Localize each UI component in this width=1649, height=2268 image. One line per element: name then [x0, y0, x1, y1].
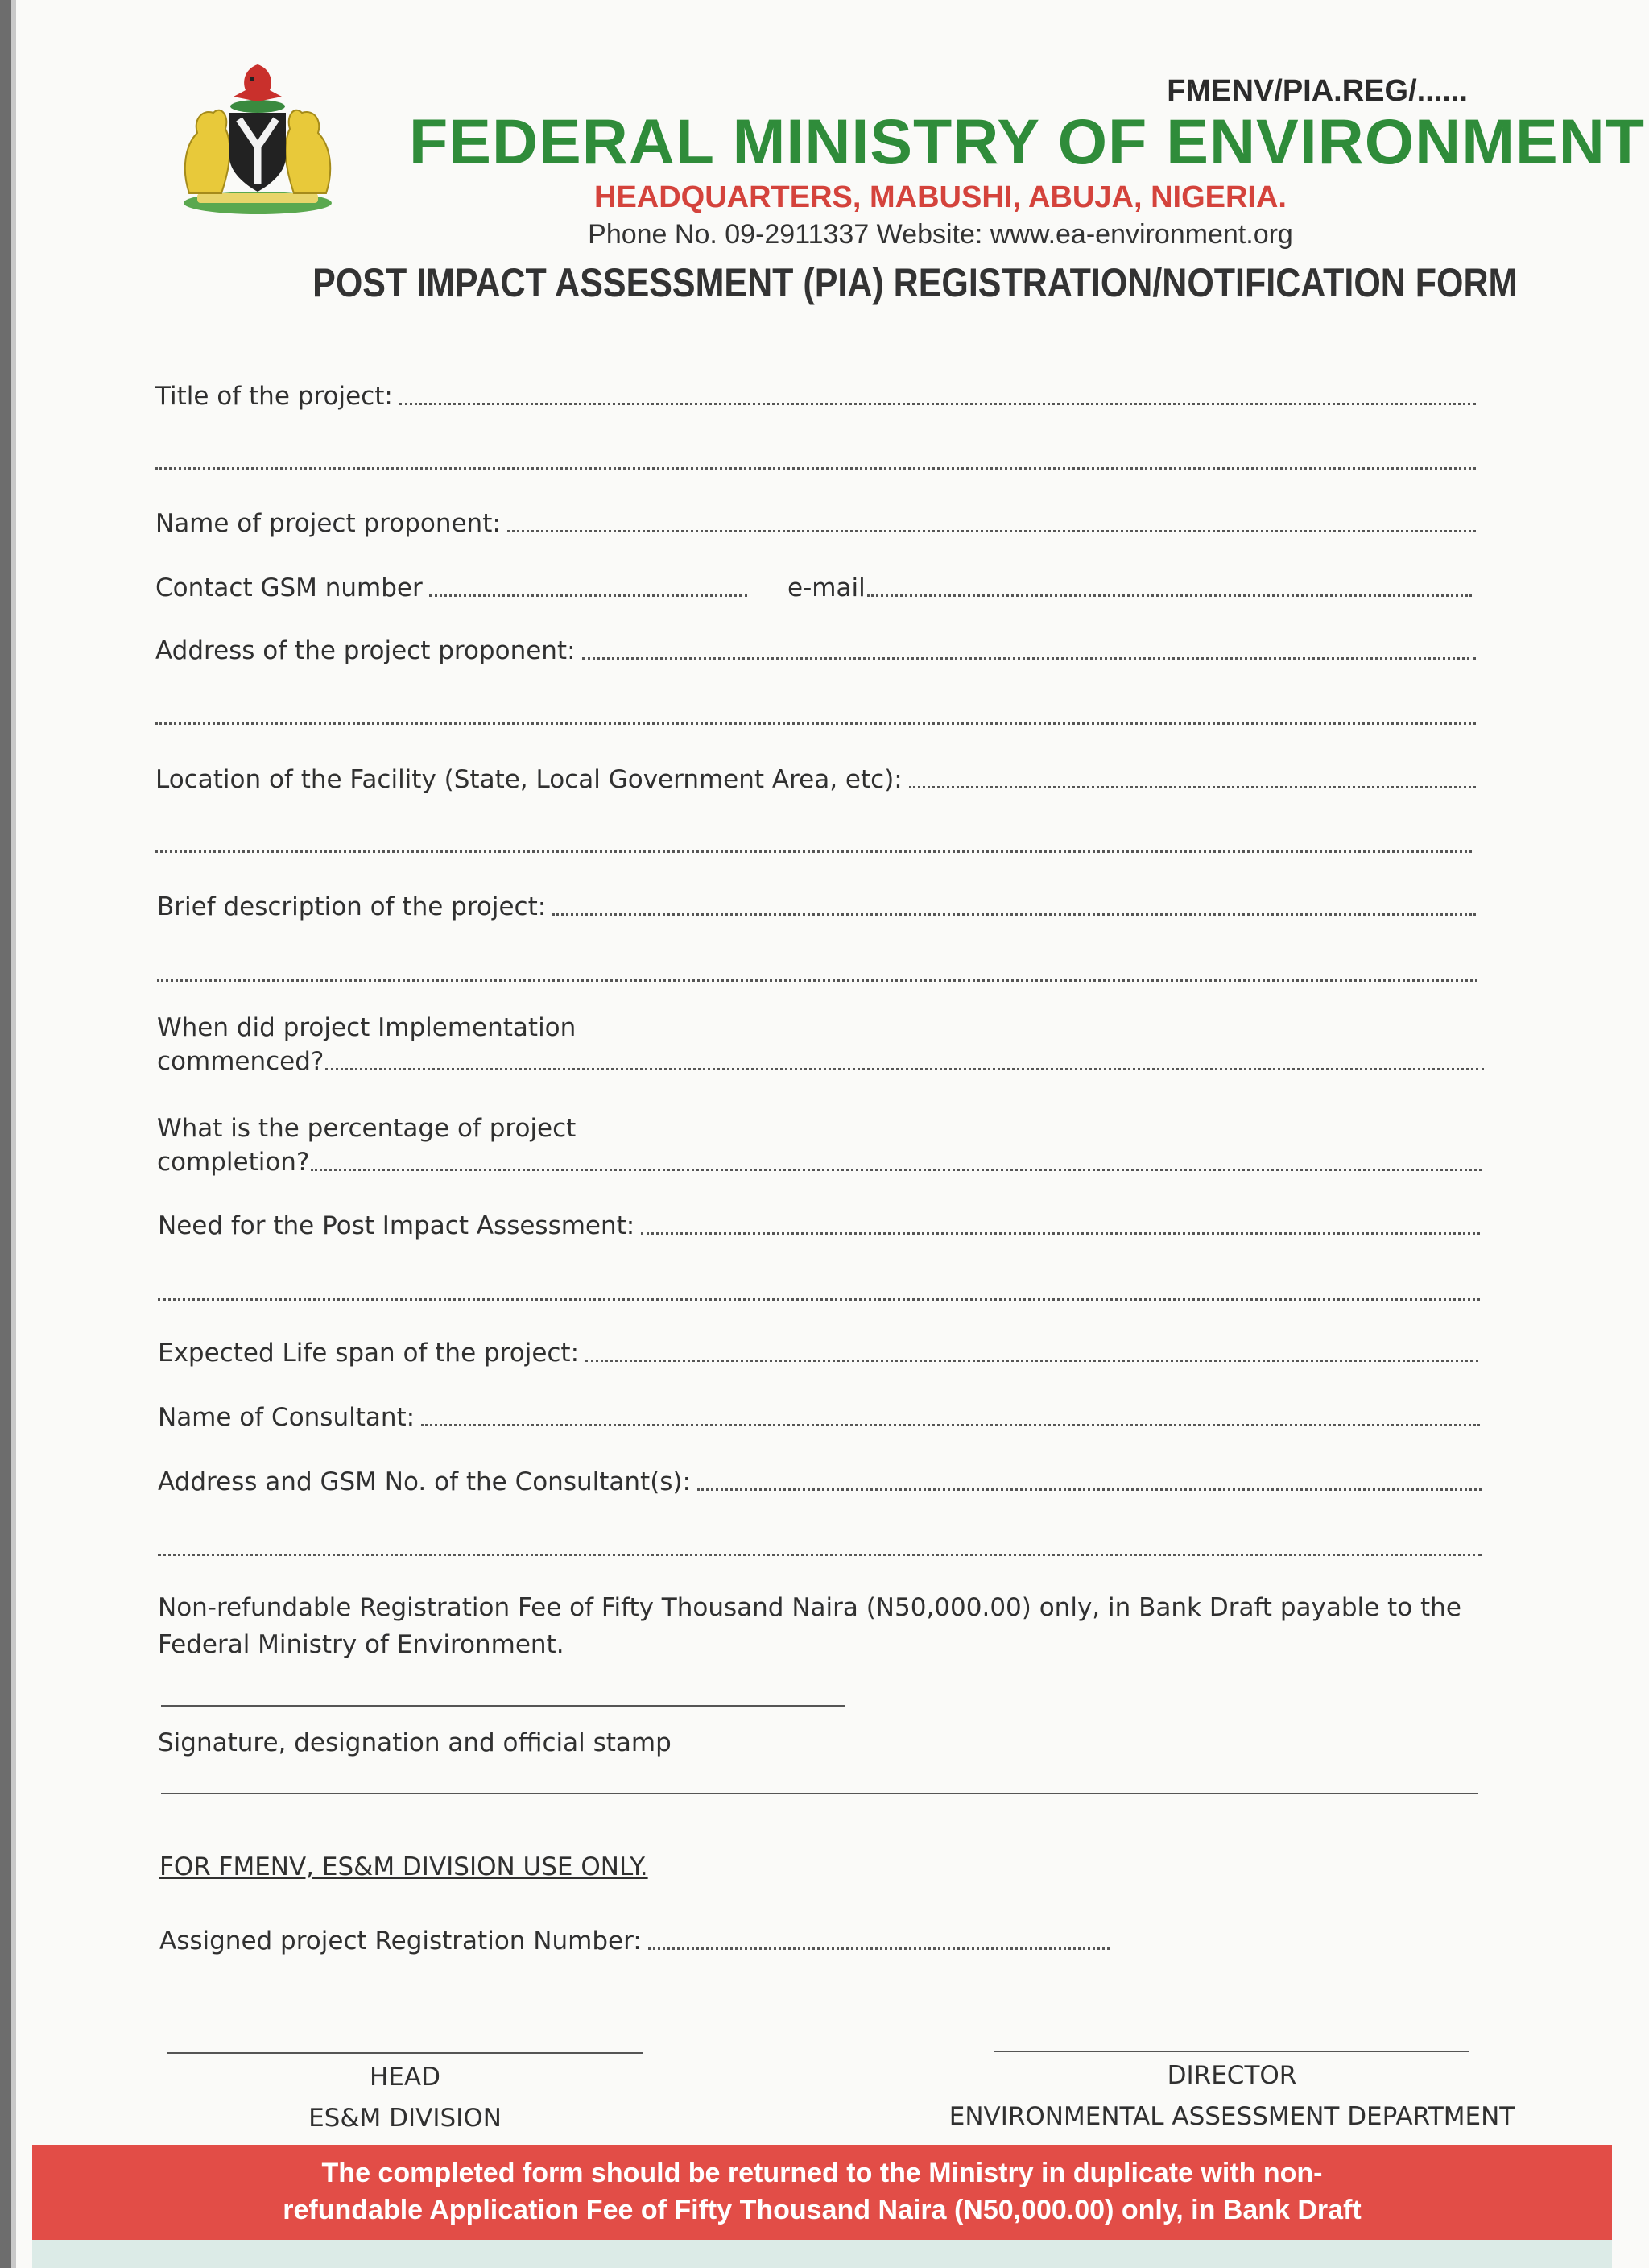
designation-line[interactable]: [161, 1793, 1478, 1794]
signature-label: Signature, designation and official stamp: [158, 1728, 672, 1757]
address-field[interactable]: [155, 636, 1476, 665]
footer-strip: [32, 2240, 1612, 2268]
fee-note: Non-refundable Registration Fee of Fifty Thousand Naira (N50,000.00) only, in Bank Draft payable to the Federal Ministry of Environment.: [158, 1593, 1461, 1659]
office-use-heading: FOR FMENV, ES&M DIVISION USE ONLY.: [159, 1852, 648, 1881]
description-field[interactable]: [157, 892, 1476, 921]
lifespan-input-line[interactable]: [585, 1360, 1478, 1362]
need-input-line[interactable]: [641, 1232, 1480, 1235]
email-label: e-mail: [787, 573, 866, 602]
location-label: Location of the Facility (State, Local Government Area, etc):: [155, 765, 903, 794]
proponent-field[interactable]: [155, 509, 1476, 538]
when-input-line[interactable]: [325, 1068, 1484, 1070]
coat-of-arms-icon: [165, 56, 350, 217]
banner-line1: The completed form should be returned to the Ministry in duplicate with non-: [321, 2158, 1323, 2188]
director-signature-line[interactable]: [994, 2051, 1469, 2052]
form-title: POST IMPACT ASSESSMENT (PIA) REGISTRATION/NOTIFICATION FORM: [312, 260, 1518, 305]
consultant-address-input-line[interactable]: [697, 1488, 1482, 1491]
consultant-input-line[interactable]: [421, 1424, 1480, 1426]
lifespan-label: Expected Life span of the project:: [158, 1339, 580, 1368]
percent-label: completion?: [157, 1148, 310, 1177]
email-input-line[interactable]: [867, 594, 1472, 597]
consultant-label: Name of Consultant:: [158, 1403, 415, 1432]
percent-field[interactable]: [157, 1148, 1482, 1177]
proponent-label: Name of project proponent:: [155, 509, 501, 538]
return-instructions-banner: [32, 2145, 1612, 2240]
when-field[interactable]: [157, 1047, 1484, 1076]
registration-number-label: Assigned project Registration Number:: [159, 1927, 642, 1956]
ministry-name: FEDERAL MINISTRY OF ENVIRONMENT: [409, 106, 1646, 177]
consultant-address-continuation-line[interactable]: [158, 1554, 1482, 1556]
email-field[interactable]: [787, 573, 1472, 602]
need-continuation-line[interactable]: [158, 1298, 1480, 1301]
title-input-line[interactable]: [399, 403, 1476, 405]
scan-edge: [0, 0, 11, 2268]
location-input-line[interactable]: [909, 786, 1476, 788]
consultant-address-field[interactable]: [158, 1467, 1482, 1496]
gsm-field[interactable]: [155, 573, 747, 602]
location-field[interactable]: [155, 765, 1476, 794]
consultant-field[interactable]: [158, 1403, 1480, 1432]
when-label-line1: When did project Implementation: [157, 1013, 577, 1042]
head-signature-line[interactable]: [167, 2052, 643, 2054]
title-label: Title of the project:: [155, 382, 393, 411]
description-input-line[interactable]: [552, 913, 1476, 916]
address-input-line[interactable]: [582, 657, 1476, 660]
registration-number-input-line[interactable]: [648, 1947, 1110, 1950]
consultant-address-label: Address and GSM No. of the Consultant(s):: [158, 1467, 691, 1496]
when-label: commenced?: [157, 1047, 324, 1076]
director-department: ENVIRONMENTAL ASSESSMENT DEPARTMENT: [948, 2102, 1515, 2131]
need-label: Need for the Post Impact Assessment:: [158, 1211, 635, 1240]
gsm-input-line[interactable]: [429, 594, 747, 597]
need-field[interactable]: [158, 1211, 1480, 1240]
head-division: ES&M DIVISION: [308, 2104, 502, 2133]
percent-input-line[interactable]: [311, 1169, 1482, 1171]
proponent-input-line[interactable]: [507, 530, 1476, 532]
percent-label-line1: What is the percentage of project: [157, 1114, 577, 1143]
contact-info: Phone No. 09-2911337 Website: www.ea-environment.org: [588, 219, 1293, 250]
scan-edge-shadow: [11, 0, 16, 2268]
banner-line2: refundable Application Fee of Fifty Thousand Naira (N50,000.00) only, in Bank Draft: [283, 2195, 1362, 2225]
lifespan-field[interactable]: [158, 1339, 1478, 1368]
title-field[interactable]: [155, 382, 1476, 411]
reference-number: FMENV/PIA.REG/......: [1167, 74, 1468, 108]
location-continuation-line[interactable]: [155, 850, 1472, 853]
signature-line[interactable]: [161, 1705, 845, 1707]
title-continuation-line[interactable]: [155, 467, 1476, 470]
address-label: Address of the project proponent:: [155, 636, 576, 665]
description-label: Brief description of the project:: [157, 892, 547, 921]
director-title: DIRECTOR: [1167, 2061, 1297, 2090]
headquarters-address: HEADQUARTERS, MABUSHI, ABUJA, NIGERIA.: [594, 180, 1287, 214]
gsm-label: Contact GSM number: [155, 573, 423, 602]
address-continuation-line[interactable]: [155, 722, 1476, 725]
description-continuation-line[interactable]: [157, 979, 1477, 982]
registration-number-field[interactable]: [159, 1927, 1110, 1956]
head-title: HEAD: [370, 2063, 440, 2092]
